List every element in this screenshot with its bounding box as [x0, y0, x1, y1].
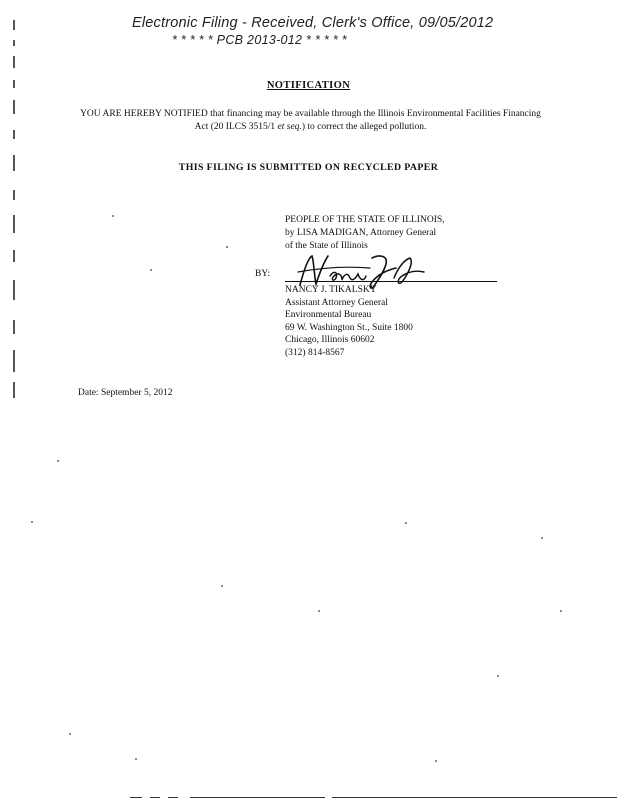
financing-notice	[78, 108, 543, 134]
scan-bottom-edge	[150, 797, 160, 798]
signer-bureau: Environmental Bureau	[285, 310, 372, 320]
signer-name: NANCY J. TIKALSKY	[285, 285, 377, 295]
scan-speck	[135, 758, 137, 760]
scan-speck	[112, 215, 114, 217]
party-line-1: PEOPLE OF THE STATE OF ILLINOIS,	[285, 215, 445, 225]
scan-speck	[405, 522, 407, 524]
recycled-paper-notice: THIS FILING IS SUBMITTED ON RECYCLED PAPER	[178, 162, 439, 173]
scan-speck	[560, 610, 562, 612]
scan-bottom-edge	[190, 797, 325, 798]
party-line-3: of the State of Illinois	[285, 241, 368, 251]
scan-bottom-edge	[332, 797, 617, 798]
scan-speck	[69, 733, 71, 735]
scan-speck	[497, 675, 499, 677]
notice-text-a: that financing may be available through the Illinois Environmental Facilities Financing Act (20 ILCS 3515/1	[194, 109, 541, 132]
signer-phone: (312) 814-8567	[285, 347, 345, 358]
signer-city: Chicago, Illinois 60602	[285, 335, 375, 345]
scan-speck	[226, 246, 228, 248]
scan-speck	[318, 610, 320, 612]
by-label: BY:	[255, 269, 270, 279]
scan-speck	[57, 460, 59, 462]
signer-address: 69 W. Washington St., Suite 1800	[285, 322, 413, 333]
scan-speck	[541, 537, 543, 539]
scan-speck	[150, 269, 152, 271]
scan-speck	[435, 760, 437, 762]
scan-speck	[221, 585, 223, 587]
scan-bottom-edge	[130, 797, 142, 798]
party-block	[285, 214, 445, 253]
filing-stamp-line-2: * * * * * PCB 2013-012 * * * * *	[172, 33, 347, 47]
notice-lead: YOU ARE HEREBY NOTIFIED	[80, 109, 208, 119]
filing-stamp-line-1: Electronic Filing - Received, Clerk's Office, 09/05/2012	[132, 15, 494, 31]
signer-title: Assistant Attorney General	[285, 297, 388, 308]
filing-date: Date: September 5, 2012	[78, 388, 173, 398]
scan-speck	[31, 521, 33, 523]
party-line-2: by LISA MADIGAN, Attorney General	[285, 228, 437, 238]
notification-heading: NOTIFICATION	[266, 80, 351, 91]
scan-edge-marks	[13, 20, 15, 400]
notice-text-b: ) to correct the alleged pollution.	[301, 122, 427, 132]
notice-et-seq: et seq.	[277, 122, 302, 132]
scan-bottom-edge	[168, 797, 178, 798]
signer-block	[285, 284, 413, 359]
